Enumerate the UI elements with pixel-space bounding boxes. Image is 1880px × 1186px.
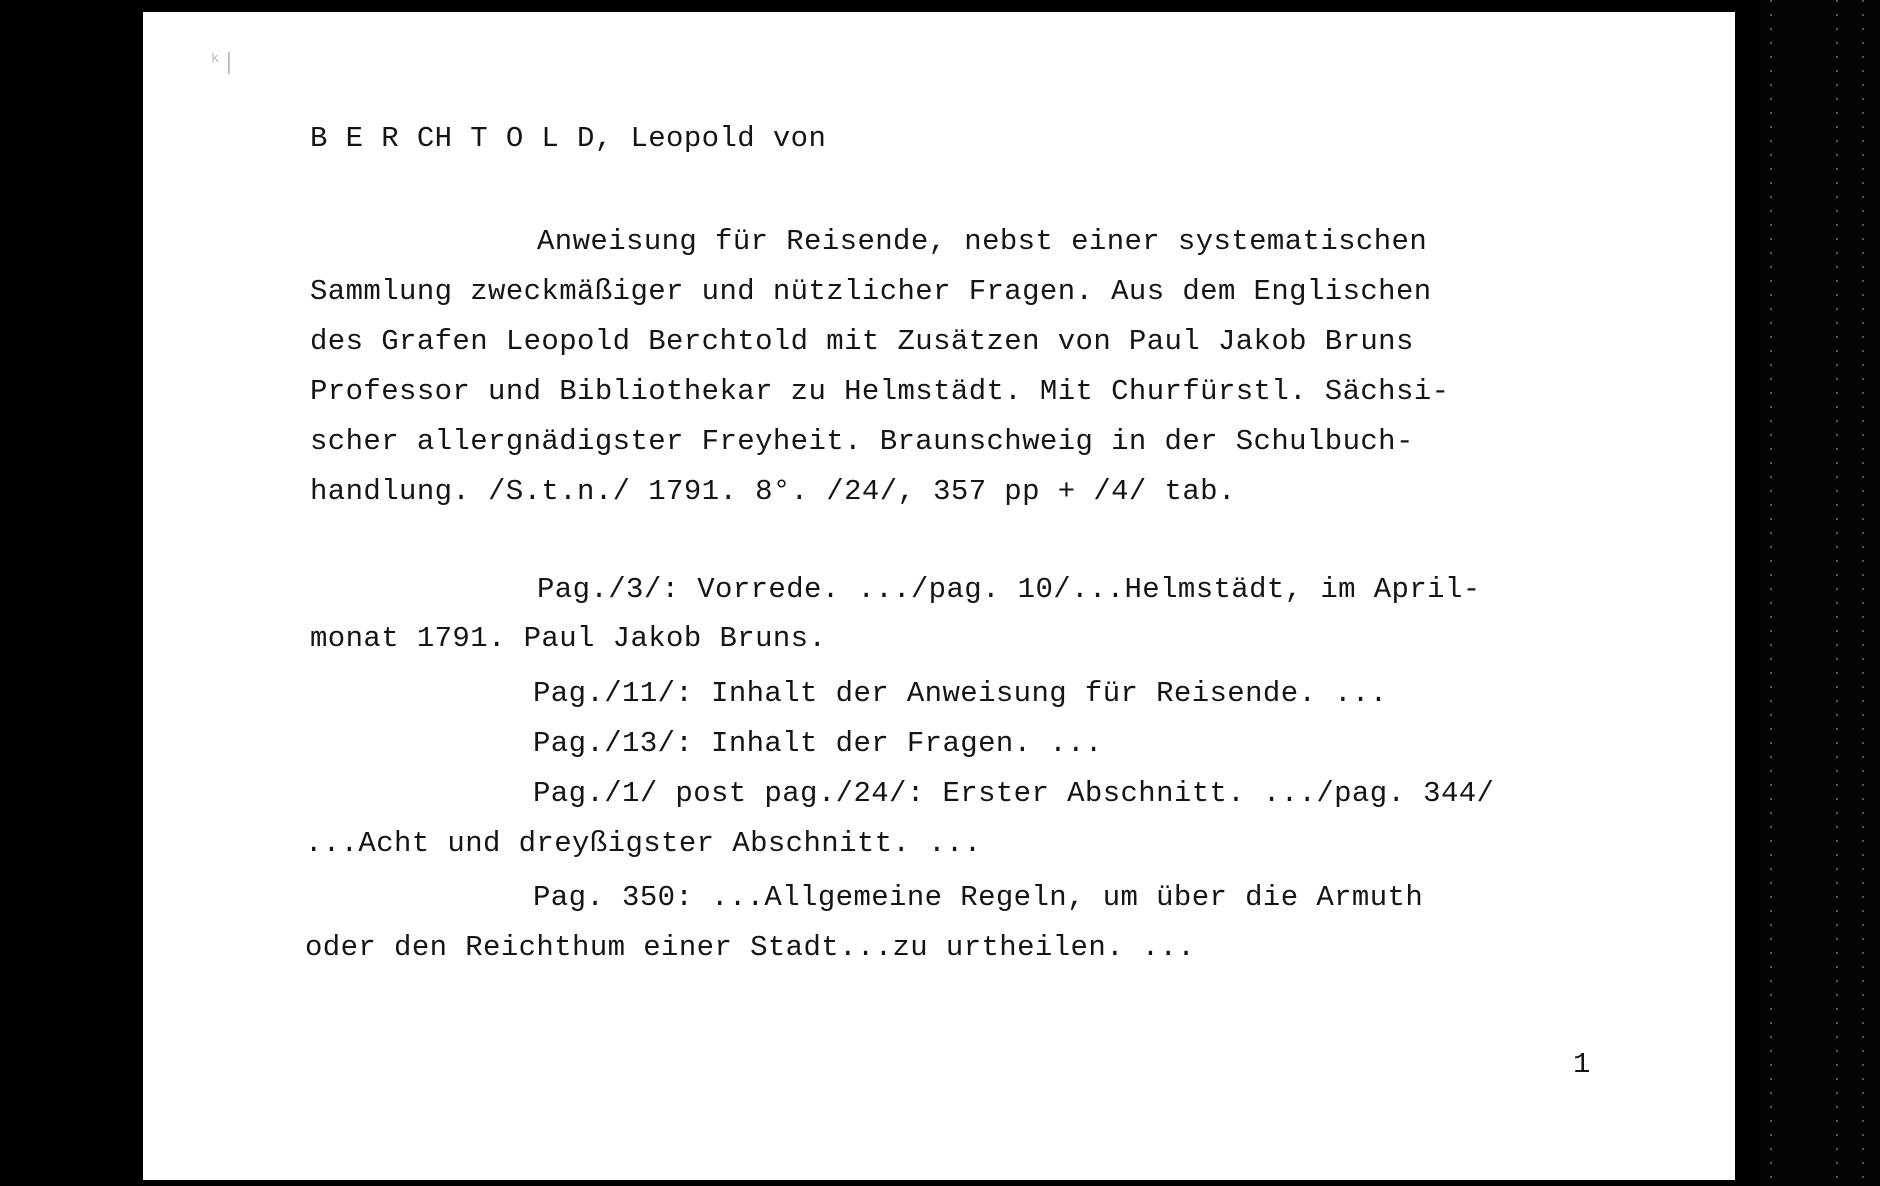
description-line: scher allergnädigster Freyheit. Braunschweig in der Schulbuch-	[310, 425, 1414, 458]
contents-line: monat 1791. Paul Jakob Bruns.	[310, 622, 827, 655]
contents-line: Pag./11/: Inhalt der Anweisung für Reisende. ...	[533, 677, 1388, 710]
contents-line: Pag./1/ post pag./24/: Erster Abschnitt. .../pag. 344/	[533, 777, 1495, 810]
film-edge-strip	[1760, 0, 1880, 1186]
author-heading: B E R CH T O L D, Leopold von	[310, 122, 827, 155]
card-page-number: 1	[1573, 1048, 1591, 1081]
film-perforation	[1836, 0, 1838, 1186]
card-paper	[143, 12, 1735, 1180]
contents-line: oder den Reichthum einer Stadt...zu urtheilen. ...	[305, 931, 1196, 964]
contents-line: Pag./3/: Vorrede. .../pag. 10/...Helmstädt, im April-	[537, 573, 1481, 606]
film-perforation	[1862, 0, 1864, 1186]
description-line: handlung. /S.t.n./ 1791. 8°. /24/, 357 pp + /4/ tab.	[310, 475, 1236, 508]
description-line: Anweisung für Reisende, nebst einer systematischen	[537, 225, 1428, 258]
contents-line: Pag. 350: ...Allgemeine Regeln, um über die Armuth	[533, 881, 1424, 914]
description-line: Professor und Bibliothekar zu Helmstädt. Mit Churfürstl. Sächsi-	[310, 375, 1450, 408]
contents-line: ...Acht und dreyßigster Abschnitt. ...	[305, 827, 982, 860]
film-perforation	[1770, 0, 1772, 1186]
corner-mark: ᵏ|	[209, 50, 236, 75]
description-line: Sammlung zweckmäßiger und nützlicher Fragen. Aus dem Englischen	[310, 275, 1432, 308]
description-line: des Grafen Leopold Berchtold mit Zusätzen von Paul Jakob Bruns	[310, 325, 1414, 358]
contents-line: Pag./13/: Inhalt der Fragen. ...	[533, 727, 1103, 760]
